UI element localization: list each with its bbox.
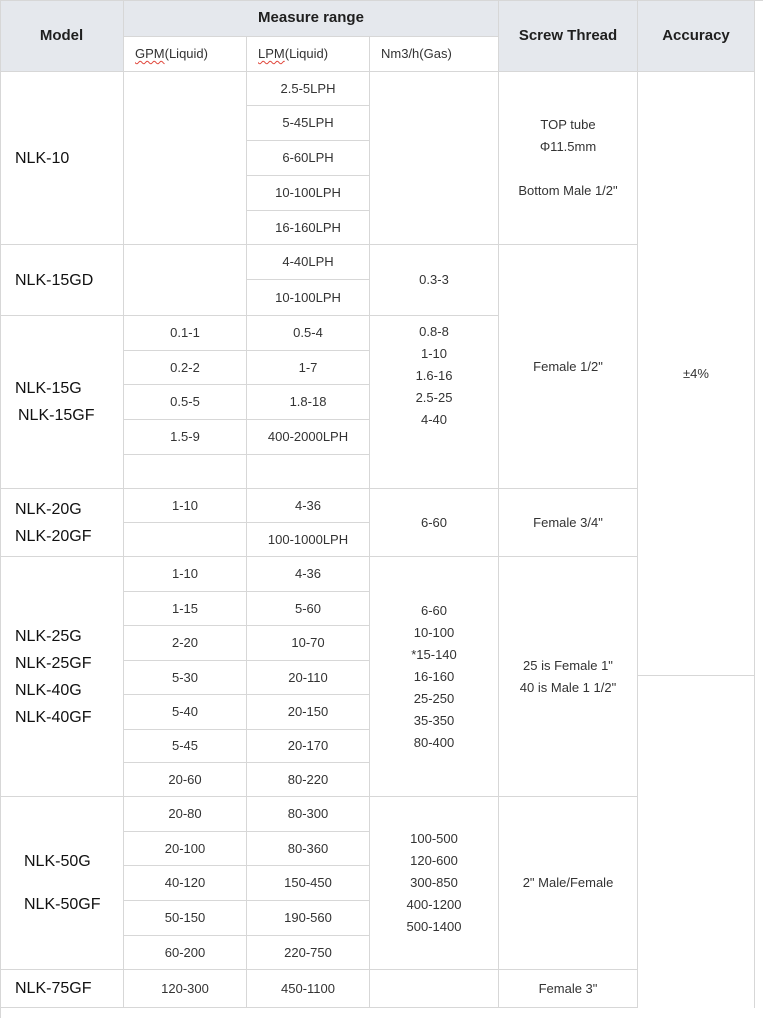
gpm-cell <box>124 970 247 1008</box>
accuracy-cell <box>638 72 755 676</box>
lpm-cell <box>247 489 370 523</box>
lpm-value: 4-36 <box>294 566 322 581</box>
header-gas <box>370 37 499 72</box>
lpm-cell <box>247 661 370 695</box>
model-name: NLK-40G <box>15 681 82 699</box>
gas-value: 100-500 <box>410 831 458 846</box>
gas-value: 6-60 <box>420 514 448 530</box>
lpm-cell <box>247 385 370 420</box>
model-name: NLK-25G <box>15 627 82 645</box>
gpm-cell <box>124 557 247 592</box>
gas-value: 80-400 <box>413 734 455 750</box>
gas-value: 1-10 <box>420 346 448 361</box>
gas-cell <box>370 245 499 316</box>
thread-line: TOP tube <box>540 117 596 132</box>
gas-value: 1.6-16 <box>415 368 453 383</box>
lpm-value: 5-60 <box>294 600 322 616</box>
model-name: NLK-75GF <box>15 980 92 997</box>
model-cell-nlk25g <box>0 557 124 797</box>
thread-line: 25 is Female 1" <box>523 657 613 673</box>
gpm-value: 0.1-1 <box>170 325 200 340</box>
gpm-value: 5-40 <box>171 704 199 719</box>
lpm-cell <box>247 763 370 797</box>
header-lpm-label <box>258 43 328 65</box>
lpm-cell <box>247 523 370 557</box>
lpm-cell <box>247 797 370 832</box>
gas-value: 10-100 <box>413 624 455 640</box>
model-name: NLK-50G <box>24 853 91 870</box>
thread-line: 40 is Male 1 1/2" <box>519 679 617 695</box>
lpm-value: 190-560 <box>284 910 332 925</box>
lpm-value: 10-100LPH <box>275 185 341 200</box>
lpm-cell <box>247 936 370 970</box>
gpm-value: 1-10 <box>171 497 199 513</box>
gpm-value: 60-200 <box>164 944 206 960</box>
gas-value: 2.5-25 <box>415 390 453 405</box>
header-accuracy-label: Accuracy <box>662 26 730 44</box>
lpm-cell <box>247 592 370 626</box>
gas-value: *15-140 <box>411 646 457 662</box>
lpm-value: 20-170 <box>287 738 329 753</box>
lpm-unit: LPM <box>258 46 285 61</box>
model-name: NLK-15GF <box>18 407 95 424</box>
gpm-cell <box>124 316 247 351</box>
gas-cell <box>370 797 499 970</box>
model-name: NLK-25GF <box>15 654 92 672</box>
gpm-value: 20-60 <box>168 771 202 787</box>
lpm-cell <box>247 832 370 866</box>
model-name: NLK-20G <box>15 500 82 518</box>
thread-cell-nlk10 <box>499 72 638 245</box>
lpm-cell <box>247 141 370 176</box>
gpm-value: 1.5-9 <box>170 429 200 444</box>
model-cell-nlk10 <box>0 72 124 245</box>
lpm-value: 80-220 <box>287 771 329 787</box>
lpm-value: 80-360 <box>287 840 329 856</box>
thread-cell-nlk20g <box>499 489 638 557</box>
lpm-cell <box>247 176 370 211</box>
lpm-value: 4-36 <box>294 497 322 513</box>
thread-cell-nlk75gf <box>499 970 638 1008</box>
gpm-value: 5-30 <box>171 669 199 685</box>
lpm-cell <box>247 695 370 730</box>
gpm-cell <box>124 420 247 455</box>
gpm-cell <box>124 385 247 420</box>
lpm-cell <box>247 730 370 763</box>
lpm-value: 20-110 <box>288 669 328 685</box>
gas-value: 500-1400 <box>406 919 462 934</box>
header-screw-thread <box>499 0 638 72</box>
gas-cell <box>370 557 499 797</box>
gas-cell <box>370 489 499 557</box>
header-lpm <box>247 37 370 72</box>
thread-cell-nlk25g <box>499 557 638 797</box>
header-gpm-label <box>135 43 208 65</box>
gas-cell-empty <box>370 72 499 245</box>
gpm-value: 20-80 <box>168 806 202 821</box>
lpm-value: 2.5-5LPH <box>280 80 336 96</box>
lpm-value: 1.8-18 <box>289 394 327 409</box>
thread-line: Female 1/2" <box>533 358 603 374</box>
gpm-unit: GPM <box>135 46 165 61</box>
gas-value: 300-850 <box>410 875 458 890</box>
model-cell-nlk15gd <box>0 245 124 316</box>
accuracy-cell-empty <box>638 676 755 1008</box>
header-measure-range-label: Measure range <box>258 9 364 26</box>
gas-value: 0.3-3 <box>419 272 449 287</box>
model-name: NLK-20GF <box>15 527 92 545</box>
gpm-value: 1-10 <box>171 566 199 581</box>
gas-value: 35-350 <box>413 712 455 728</box>
gas-value: 120-600 <box>410 853 458 868</box>
gas-value: 6-60 <box>420 602 447 618</box>
model-cell-nlk20g <box>0 489 124 557</box>
thread-line: Bottom Male 1/2" <box>518 183 618 198</box>
gas-value: 25-250 <box>413 690 455 706</box>
lpm-value: 150-450 <box>284 875 332 890</box>
gpm-value: 0.5-5 <box>170 394 200 409</box>
model-cell-nlk15g <box>0 316 124 489</box>
lpm-value: 1-7 <box>298 359 318 375</box>
lpm-cell <box>247 351 370 385</box>
gpm-value: 50-150 <box>164 910 206 925</box>
lpm-value: 16-160LPH <box>275 219 341 235</box>
header-gpm <box>124 37 247 72</box>
gpm-cell <box>124 936 247 970</box>
lpm-value: 20-150 <box>287 704 329 719</box>
gpm-value: 2-20 <box>171 635 199 650</box>
lpm-cell-empty <box>247 455 370 489</box>
thread-line: 2" Male/Female <box>522 875 614 890</box>
lpm-cell <box>247 970 370 1008</box>
lpm-cell <box>247 626 370 661</box>
gpm-value: 1-15 <box>171 600 199 616</box>
model-name: NLK-40GF <box>15 708 92 726</box>
gpm-cell <box>124 592 247 626</box>
lpm-value: 6-60LPH <box>282 150 334 165</box>
header-screw-thread-label: Screw Thread <box>518 26 618 44</box>
gpm-cell <box>124 832 247 866</box>
gpm-cell <box>124 695 247 730</box>
lpm-value: 4-40LPH <box>282 254 334 269</box>
lpm-value: 100-1000LPH <box>267 531 349 547</box>
header-model-label: Model <box>39 26 84 44</box>
header-accuracy <box>638 0 755 72</box>
lpm-cell <box>247 280 370 316</box>
lpm-value: 5-45LPH <box>282 115 334 130</box>
lpm-value: 10-70 <box>291 635 325 650</box>
lpm-value: 0.5-4 <box>293 325 323 340</box>
lpm-value: 450-1100 <box>281 980 335 996</box>
lpm-cell <box>247 72 370 106</box>
model-name: NLK-50GF <box>24 896 101 913</box>
model-name: NLK-15GD <box>15 271 94 289</box>
lpm-cell <box>247 866 370 901</box>
gpm-value: 20-100 <box>164 840 206 856</box>
lpm-value: 400-2000LPH <box>267 429 349 444</box>
gpm-cell <box>124 626 247 661</box>
gpm-cell <box>124 489 247 523</box>
gpm-suffix: (Liquid) <box>164 46 208 61</box>
lpm-cell <box>247 106 370 141</box>
gpm-cell <box>124 797 247 832</box>
gas-cell <box>370 316 499 489</box>
lpm-cell <box>247 557 370 592</box>
gpm-value: 120-300 <box>161 980 209 996</box>
gpm-value: 0.2-2 <box>170 359 200 375</box>
thread-line: Female 3/4" <box>533 514 603 530</box>
gpm-cell-empty <box>124 523 247 557</box>
gas-value: 0.8-8 <box>419 324 449 339</box>
gpm-cell <box>124 730 247 763</box>
lpm-value: 10-100LPH <box>275 289 341 305</box>
thread-cell-female-half <box>499 245 638 489</box>
lpm-value: 80-300 <box>287 806 329 821</box>
model-cell-nlk75gf <box>0 970 124 1008</box>
gpm-cell <box>124 661 247 695</box>
accuracy-value: ±4% <box>683 365 709 381</box>
gas-value: 4-40 <box>420 412 448 427</box>
lpm-cell <box>247 420 370 455</box>
thread-line: Female 3" <box>538 980 598 996</box>
gas-value: 16-160 <box>413 668 455 684</box>
gpm-cell <box>124 901 247 936</box>
header-model <box>0 0 124 72</box>
lpm-cell <box>247 245 370 280</box>
model-cell-nlk50g <box>0 797 124 970</box>
lpm-cell <box>247 316 370 351</box>
gpm-cell-empty <box>124 455 247 489</box>
lpm-cell <box>247 211 370 245</box>
model-name: NLK-15G <box>15 380 82 397</box>
gpm-value: 40-120 <box>164 875 206 890</box>
thread-cell-nlk50g <box>499 797 638 970</box>
gpm-cell-empty <box>124 245 247 316</box>
gpm-value: 5-45 <box>171 738 199 753</box>
gas-cell-empty <box>370 970 499 1008</box>
lpm-suffix: (Liquid) <box>284 46 329 61</box>
gpm-cell <box>124 866 247 901</box>
gpm-cell <box>124 763 247 797</box>
gpm-cell-empty <box>124 72 247 245</box>
header-gas-label: Nm3/h(Gas) <box>381 46 452 61</box>
model-name: NLK-10 <box>15 149 70 167</box>
header-measure-range <box>124 0 499 37</box>
lpm-cell <box>247 901 370 936</box>
gpm-cell <box>124 351 247 385</box>
lpm-value: 220-750 <box>284 944 332 960</box>
thread-line: Φ11.5mm <box>539 139 597 154</box>
gas-value: 400-1200 <box>406 897 462 912</box>
